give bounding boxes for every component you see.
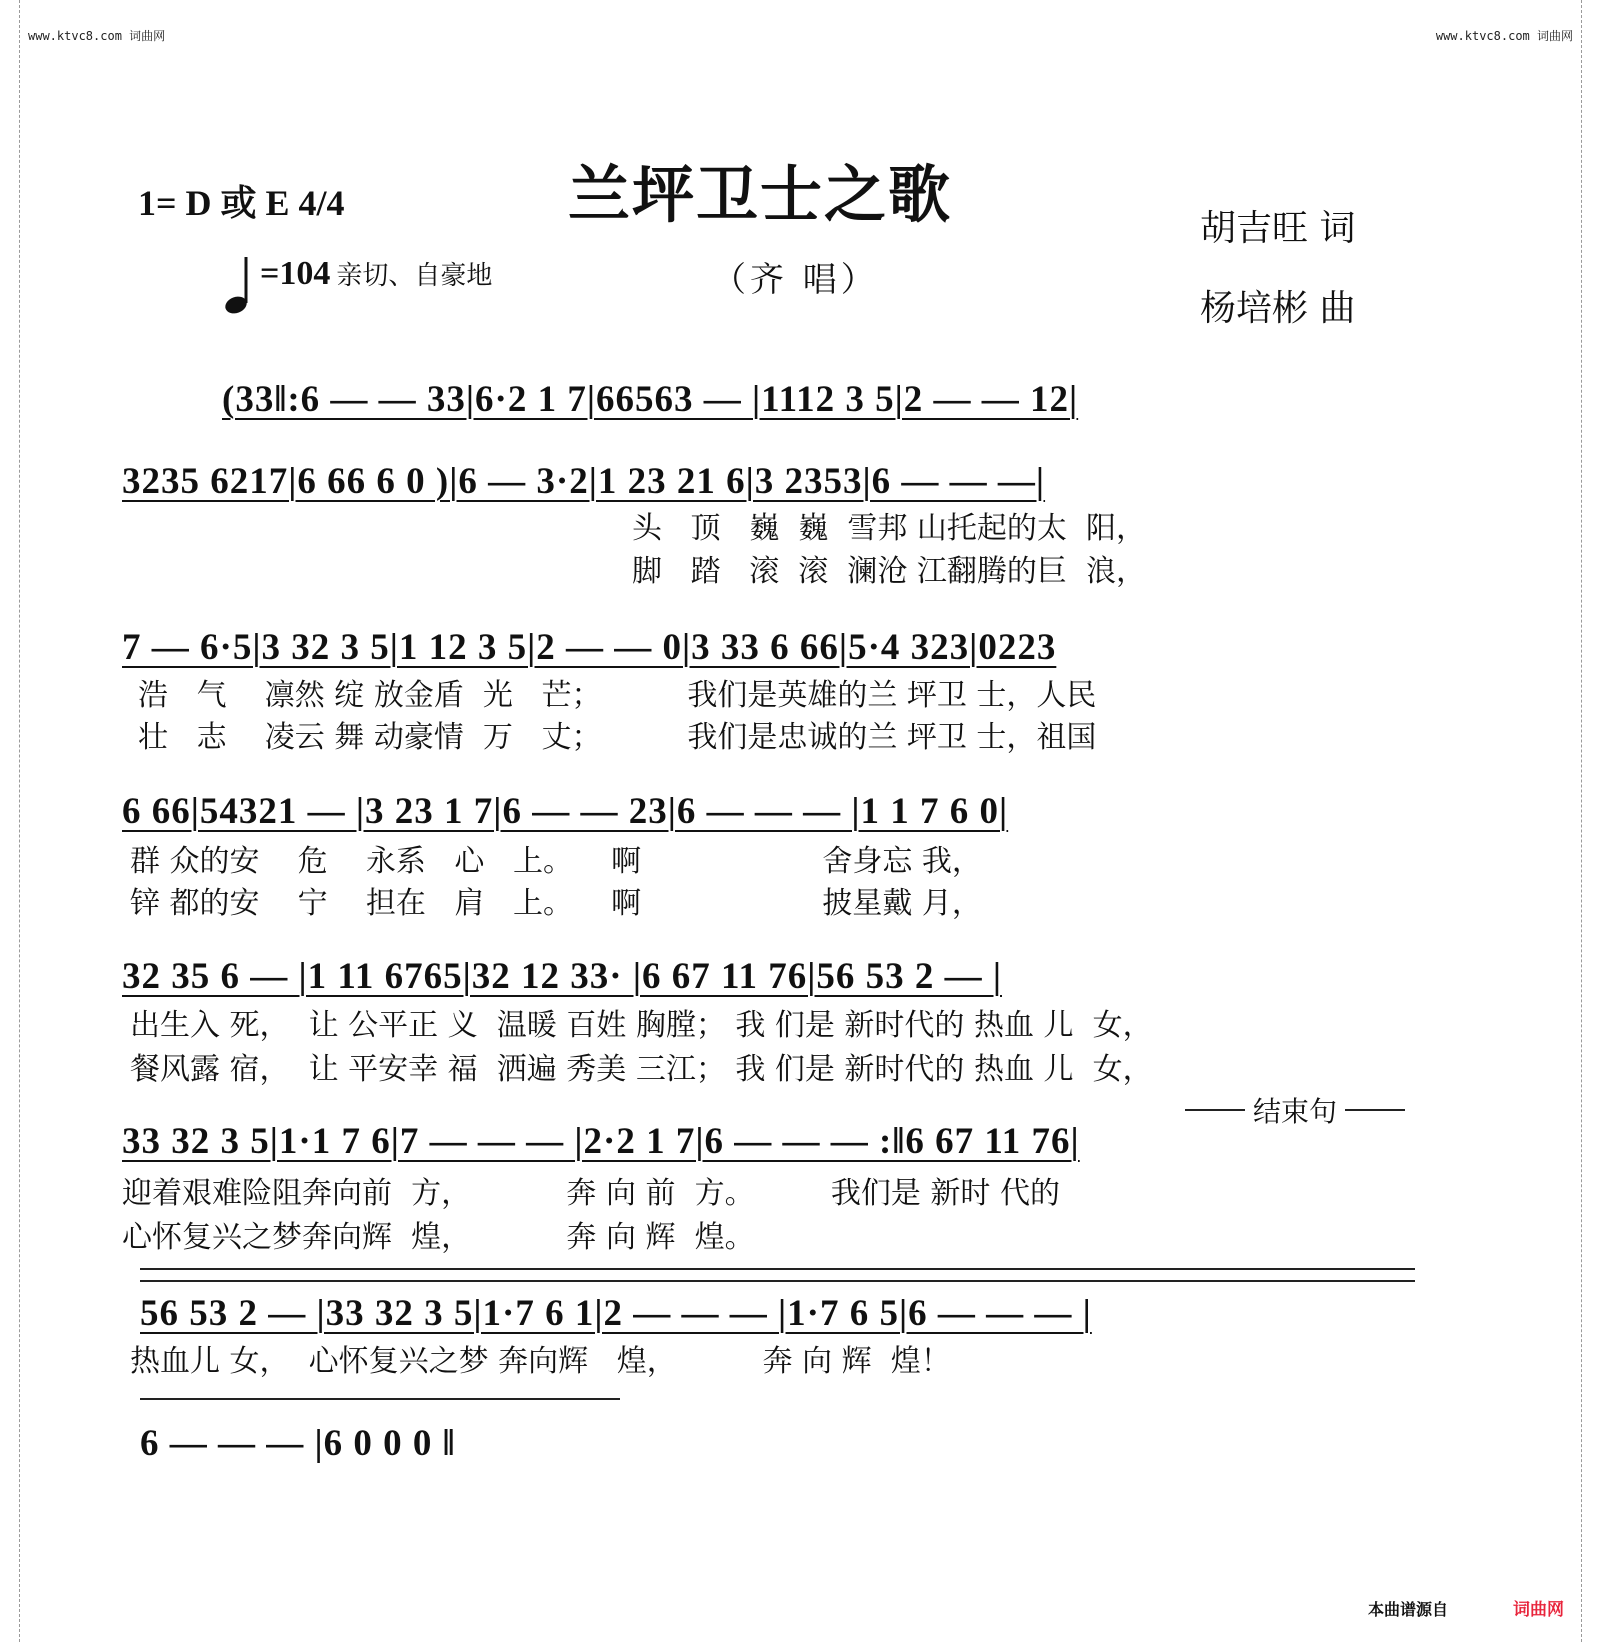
score-line-6-lyrics-verse-1: 迎着艰难险阻奔向前 方， 奔 向 前 方。 我们是 新时 代的	[122, 1176, 1060, 1211]
score-line-3-notes: 7 — 6·5|3 32 3 5|1 12 3 5|2 — — 0|3 33 6 66|5·4 323|0223	[122, 627, 1057, 668]
score-line-4-lyrics-verse-2: 锌 都的安 宁 担在 肩 上。 啊 披星戴 月，	[130, 886, 982, 921]
final-tie-line	[140, 1398, 620, 1400]
score-line-2-notes: 3235 6217|6 66 6 0 )|6 — 3·2|1 23 21 6|3 2353|6 — — —|	[122, 461, 1046, 502]
key-signature: 1= D 或 E 4/4	[138, 183, 345, 223]
coda-bracket-line	[140, 1268, 1415, 1282]
right-border-strip	[1581, 0, 1601, 1642]
tempo-marking	[222, 255, 492, 311]
score-line-5-notes: 32 35 6 — |1 11 6765|32 12 33· |6 67 11 76|56 53 2 — |	[122, 956, 1002, 997]
score-line-8-notes: 6 — — — |6 0 0 0 ‖	[140, 1423, 456, 1464]
source-label: 本曲谱源自	[1368, 1600, 1449, 1619]
tempo-value: =104	[260, 255, 331, 292]
score-line-4-notes: 6 66|54321 — |3 23 1 7|6 — — 23|6 — — — |1 1 7 6 0|	[122, 791, 1009, 832]
score-line-2-lyrics-verse-2: 脚 踏 滚 滚 澜沧 江翻腾的巨 浪，	[632, 554, 1146, 589]
score-line-3-lyrics-verse-1: 浩 气 凛然 绽 放金盾 光 芒； 我们是英雄的兰 坪卫 士，人民	[138, 678, 1097, 713]
score-line-5-lyrics-verse-1: 出生入 死， 让 公平正 义 温暖 百姓 胸膛； 我 们是 新时代的 热血 儿 女，	[130, 1008, 1153, 1043]
quarter-note-icon	[222, 255, 254, 317]
score-line-7-notes: 56 53 2 — |33 32 3 5|1·7 6 1|2 — — — |1·7 6 5|6 — — — |	[140, 1293, 1092, 1334]
site-logo[interactable]: 词曲网	[1513, 1600, 1564, 1620]
song-title: 兰坪卫士之歌	[568, 158, 953, 231]
composer-credit: 杨培彬 曲	[1200, 288, 1356, 329]
score-line-5-lyrics-verse-2: 餐风露 宿， 让 平安幸 福 洒遍 秀美 三江； 我 们是 新时代的 热血 儿 女，	[130, 1052, 1153, 1087]
score-line-4-lyrics-verse-1: 群 众的安 危 永系 心 上。 啊 舍身忘 我，	[130, 844, 982, 879]
lyricist-credit: 胡吉旺 词	[1200, 208, 1356, 249]
score-line-2-lyrics-verse-1: 头 顶 巍 巍 雪邦 山托起的太 阳，	[632, 511, 1146, 546]
site-url-right[interactable]: www.ktvc8.com 词曲网	[1435, 29, 1573, 43]
ending-label-text: 结束句	[1253, 1095, 1338, 1128]
left-border-strip	[0, 0, 20, 1642]
site-url-left[interactable]: www.ktvc8.com 词曲网	[28, 29, 166, 43]
song-subtitle: （齐 唱）	[712, 260, 879, 300]
score-line-7-lyrics: 热血儿 女， 心怀复兴之梦 奔向辉 煌， 奔 向 辉 煌！	[130, 1344, 951, 1379]
tempo-mood: 亲切、自豪地	[336, 261, 493, 290]
score-line-6-lyrics-verse-2: 心怀复兴之梦奔向辉 煌， 奔 向 辉 煌。	[122, 1220, 755, 1255]
score-line-3-lyrics-verse-2: 壮 志 凌云 舞 动豪情 万 丈； 我们是忠诚的兰 坪卫 士，祖国	[138, 720, 1097, 755]
score-line-6-notes: 33 32 3 5|1·1 7 6|7 — — — |2·2 1 7|6 — — — :‖6 67 11 76|	[122, 1121, 1080, 1162]
score-line-1-notes: (33‖:6 — — 33|6·2 1 7|66563 — |1112 3 5|2 — — 12|	[222, 379, 1079, 420]
ending-dash-left	[1185, 1109, 1245, 1111]
ending-dash-right	[1345, 1109, 1405, 1111]
